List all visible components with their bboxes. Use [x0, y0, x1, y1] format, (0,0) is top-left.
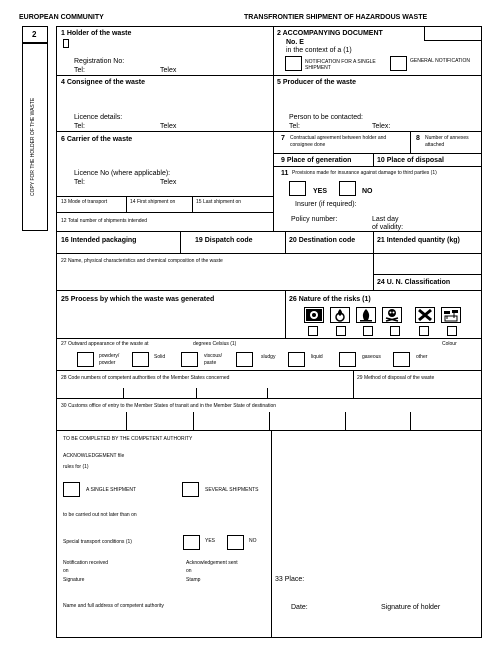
- copy-number: 2: [32, 30, 37, 39]
- notif-on: on: [63, 568, 69, 574]
- holder-signature: Signature of holder: [381, 604, 441, 611]
- producer-tel: Tel:: [289, 123, 300, 130]
- accompanying-doc-title: 2 ACCOMPANYING DOCUMENT: [277, 30, 383, 37]
- nature-risks: 26 Nature of the risks (1): [289, 296, 371, 303]
- producer-person: Person to be contacted:: [289, 114, 363, 121]
- other-label: other: [416, 354, 428, 360]
- annexes-text: Number of annexes attached: [425, 135, 469, 148]
- last-shipment: 15 Last shipment on: [196, 199, 242, 205]
- several-shipments-checkbox[interactable]: [182, 482, 199, 497]
- several-shipments-label: SEVERAL SHIPMENTS: [205, 487, 259, 493]
- insurer: Insurer (if required):: [295, 201, 357, 208]
- carrier-telex: Telex: [160, 179, 177, 186]
- risk-checkbox-1[interactable]: [308, 326, 318, 336]
- ack-file: ACKNOWLEDGEMENT file: [63, 453, 125, 459]
- risk-checkbox-4[interactable]: [390, 326, 400, 336]
- single-notif-label: NOTIFICATION FOR A SINGLE SHIPMENT: [305, 59, 376, 71]
- consignee-tel: Tel:: [74, 123, 85, 130]
- consignee-licence: Licence details:: [74, 114, 123, 121]
- sludgy-checkbox[interactable]: [236, 352, 253, 367]
- general-notif-label: GENERAL NOTIFICATION: [410, 58, 471, 64]
- powdery-checkbox[interactable]: [77, 352, 94, 367]
- appearance-colour: Colour: [442, 341, 457, 347]
- mode-transport: 13 Mode of transport: [61, 199, 108, 205]
- carrier-tel: Tel:: [74, 179, 85, 186]
- destination-code: 20 Destination code: [289, 237, 356, 244]
- risk-checkbox-6[interactable]: [447, 326, 457, 336]
- carried-out: to be carried out not later than on: [63, 512, 137, 518]
- risk-checkbox-2[interactable]: [336, 326, 346, 336]
- appearance: 27 Outward appearance of the waste at: [61, 341, 149, 347]
- single-shipment-label: A SINGLE SHIPMENT: [86, 487, 137, 493]
- place-disposal: 10 Place of disposal: [377, 157, 444, 164]
- ack-sent: Acknowledgement sent: [186, 560, 238, 566]
- appearance-temp: degrees Celsius (1): [193, 341, 237, 347]
- single-shipment-checkbox[interactable]: [63, 482, 80, 497]
- dispatch-code: 19 Dispatch code: [195, 237, 253, 244]
- context-label: in the context of a (1): [286, 47, 352, 54]
- sludgy-label: sludgy: [261, 354, 276, 360]
- special-no-checkbox[interactable]: [227, 535, 244, 550]
- insurance-no-checkbox[interactable]: [339, 181, 356, 196]
- risk-checkbox-5[interactable]: [419, 326, 429, 336]
- place-generation: 9 Place of generation: [281, 157, 352, 164]
- holder-tel: Tel:: [74, 67, 85, 74]
- validity: of validity:: [372, 224, 404, 231]
- explosive-icon: [304, 307, 324, 323]
- insurance-yes-checkbox[interactable]: [289, 181, 306, 196]
- risk-checkbox-3[interactable]: [363, 326, 373, 336]
- ack-stamp: Stamp: [186, 577, 201, 583]
- insurance-yes: YES: [313, 188, 328, 195]
- solid-checkbox[interactable]: [132, 352, 149, 367]
- waste-composition: 22 Name, physical characteristics and chemical composition of the waste: [61, 258, 223, 264]
- single-notif-checkbox[interactable]: [285, 56, 302, 71]
- authority-title: TO BE COMPLETED BY THE COMPETENT AUTHORITY: [63, 436, 193, 442]
- viscous-label: viscous/ paste: [204, 353, 223, 366]
- process: 25 Process by which the waste was generated: [61, 296, 215, 303]
- oxidizing-icon: [330, 307, 350, 323]
- authority-address: Name and full address of competent authority: [63, 603, 164, 609]
- side-note: COPY FOR THE HOLDER OF THE WASTE: [30, 97, 36, 196]
- gaseous-label: gaseous: [362, 354, 381, 360]
- special-no: NO: [249, 538, 257, 544]
- authority-codes: 28 Code numbers of competent authorities of the Member States concerned: [61, 375, 230, 381]
- rules-for: rules for (1): [63, 464, 89, 470]
- producer-telex: Telex:: [372, 123, 391, 130]
- consignee-title: 4 Consignee of the waste: [61, 79, 146, 86]
- holder-reg: Registration No:: [74, 58, 125, 65]
- notif-received: Notification received: [63, 560, 109, 566]
- special-yes: YES: [205, 538, 216, 544]
- special-conditions: Special transport conditions (1): [63, 539, 132, 545]
- insurance-text: Provisions made for insurance against damage to third parties (1): [292, 170, 437, 176]
- gaseous-checkbox[interactable]: [339, 352, 356, 367]
- intended-quantity: 21 Intended quantity (kg): [377, 237, 460, 244]
- toxic-icon: [382, 307, 402, 323]
- doc-number: No. E: [286, 39, 304, 46]
- consignee-telex: Telex: [160, 123, 177, 130]
- packaging: 16 Intended packaging: [61, 237, 137, 244]
- header-right: TRANSFRONTIER SHIPMENT OF HAZARDOUS WASTE: [244, 14, 428, 21]
- header-left: EUROPEAN COMMUNITY: [19, 14, 104, 21]
- solid-label: Solid: [154, 354, 166, 360]
- holder-title: 1 Holder of the waste: [61, 30, 132, 37]
- date: Date:: [291, 604, 308, 611]
- corrosive-icon: [441, 307, 461, 323]
- policy: Policy number:: [291, 216, 338, 223]
- holder-checkbox[interactable]: [63, 39, 69, 48]
- un-classification: 24 U. N. Classification: [377, 279, 451, 286]
- harmful-icon: [415, 307, 435, 323]
- carrier-title: 6 Carrier of the waste: [61, 136, 133, 143]
- holder-telex: Telex: [160, 67, 177, 74]
- disposal-method: 29 Method of disposal of the waste: [357, 375, 435, 381]
- contract-num: 7: [281, 135, 285, 142]
- carrier-licence: Licence No (where applicable):: [74, 170, 171, 177]
- other-checkbox[interactable]: [393, 352, 410, 367]
- special-yes-checkbox[interactable]: [183, 535, 200, 550]
- total-shipments: 12 Total number of shipments intended: [61, 218, 148, 224]
- powdery-label: powdery/ powder: [99, 353, 120, 366]
- producer-title: 5 Producer of the waste: [277, 79, 356, 86]
- place: 33 Place:: [275, 576, 305, 583]
- contract-text: Contractual agreement between holder and consignee done: [290, 135, 387, 148]
- notif-signature: Signature: [63, 577, 85, 583]
- general-notif-checkbox[interactable]: [390, 56, 407, 71]
- annexes-num: 8: [416, 135, 420, 142]
- liquid-checkbox[interactable]: [288, 352, 305, 367]
- insurance-num: 11: [281, 170, 289, 177]
- customs-office: 30 Customs office of entry to the Member States of transit and in the Member State of destination: [61, 403, 277, 409]
- liquid-label: liquid: [311, 354, 323, 360]
- flammable-icon: [356, 307, 376, 323]
- ack-on: on: [186, 568, 192, 574]
- last-day: Last day: [372, 216, 399, 223]
- insurance-no: NO: [362, 188, 373, 195]
- first-shipment: 14 First shipment on: [130, 199, 176, 205]
- viscous-checkbox[interactable]: [181, 352, 198, 367]
